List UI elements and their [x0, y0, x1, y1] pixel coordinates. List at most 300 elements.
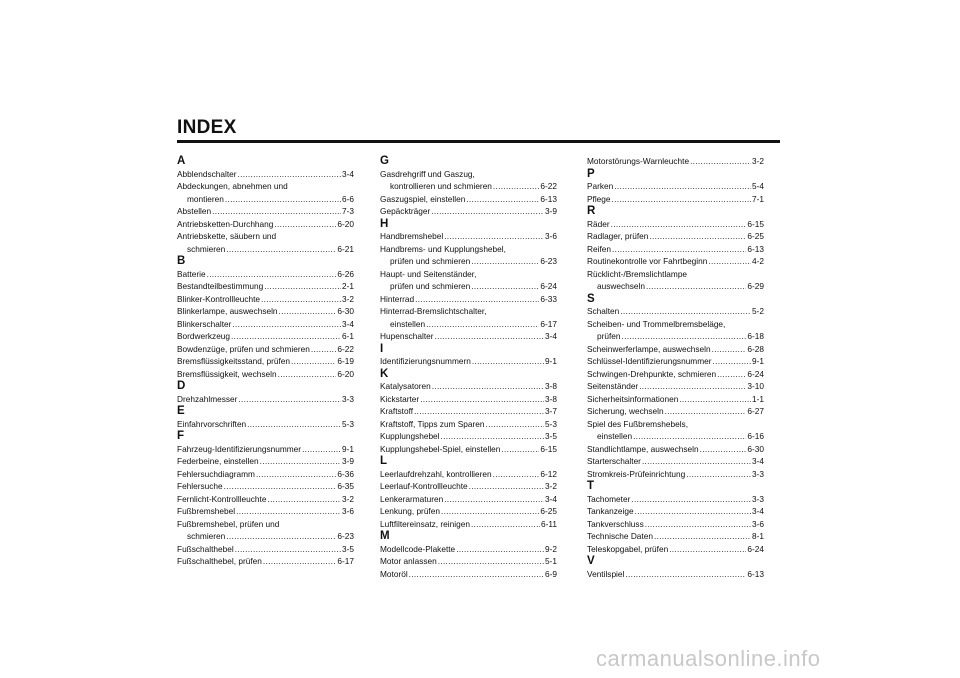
- dot-leader: [267, 493, 341, 506]
- entry-page-number: 6-26: [337, 268, 354, 279]
- entry-page-number: 6-29: [747, 281, 764, 291]
- entry-text: Fußschalthebel: [177, 543, 234, 554]
- section-letter: D: [177, 380, 186, 392]
- entry-page-number: 6-15: [540, 443, 557, 454]
- index-entry: [177, 455, 354, 468]
- entry-page-number: 6-17: [337, 556, 354, 566]
- dot-leader: [639, 380, 746, 393]
- index-entry: [380, 493, 557, 506]
- entry-line: [177, 543, 354, 556]
- entry-line: [587, 468, 764, 481]
- entry-line: [177, 355, 354, 368]
- index-entry: [587, 355, 764, 368]
- entry-text: Kickstarter: [380, 393, 420, 404]
- entry-line: [587, 230, 764, 243]
- entry-text: Schalten: [587, 306, 620, 316]
- entry-text: Rücklicht-/Bremslichtlampe: [587, 268, 688, 279]
- index-entry: [177, 343, 354, 356]
- entry-page-number: 6-12: [540, 468, 557, 479]
- index-entry: [380, 293, 557, 306]
- index-entry: [177, 443, 354, 456]
- dot-leader: [226, 243, 336, 256]
- dot-leader: [635, 505, 751, 518]
- entry-text: Haupt- und Seitenständer,: [380, 268, 477, 279]
- entry-text: Fehlersuchdiagramm: [177, 468, 255, 479]
- dot-leader: [231, 330, 341, 343]
- index-entry: [587, 543, 764, 556]
- entry-line: [177, 230, 354, 243]
- entry-text: Technische Daten: [587, 531, 653, 541]
- entry-line: [587, 493, 764, 506]
- index-entry: [177, 180, 354, 205]
- entry-line: [380, 380, 557, 393]
- entry-line: [177, 168, 354, 181]
- entry-text: Scheinwerferlampe, auswechseln: [587, 343, 711, 354]
- index-entry: [380, 305, 557, 330]
- entry-page-number: 9-1: [342, 443, 354, 454]
- index-column-1: [177, 155, 354, 568]
- dot-leader: [256, 468, 336, 481]
- index-entry: [380, 193, 557, 206]
- entry-page-number: 6-24: [540, 281, 557, 291]
- entry-page-number: 8-1: [752, 531, 764, 541]
- entry-page-number: 6-23: [540, 256, 557, 266]
- entry-text: Tachometer: [587, 493, 631, 504]
- index-entry: [587, 368, 764, 381]
- entry-text: Leerlaufdrehzahl, kontrollieren: [380, 468, 492, 479]
- index-entry: [587, 380, 764, 393]
- entry-text: Hinterrad: [380, 293, 415, 304]
- index-entry: [380, 168, 557, 193]
- index-entry: [380, 268, 557, 293]
- entry-text: Kupplungshebel: [380, 431, 440, 441]
- entry-line: [380, 268, 557, 281]
- index-entry: [177, 493, 354, 506]
- entry-page-number: 4-2: [752, 256, 764, 266]
- entry-line: [380, 468, 557, 481]
- entry-page-number: 3-5: [342, 543, 354, 554]
- entry-text: Antriebskette, säubern und: [177, 231, 277, 241]
- entry-line: [380, 230, 557, 243]
- entry-text: Schlüssel-Identifizierungsnummer: [587, 356, 712, 366]
- entry-text: Abstellen: [177, 206, 212, 216]
- entry-text: Tankanzeige: [587, 506, 634, 516]
- entry-line: [177, 343, 354, 356]
- index-entry: [177, 393, 354, 406]
- entry-line: [587, 505, 764, 518]
- dot-leader: [611, 218, 747, 231]
- entry-line: [177, 330, 354, 343]
- page-title: INDEX: [177, 117, 237, 138]
- dot-leader: [679, 393, 751, 406]
- dot-leader: [471, 255, 539, 268]
- index-entry: [380, 205, 557, 218]
- index-entry: [587, 468, 764, 481]
- index-column-3: [587, 155, 764, 580]
- entry-text: Hupenschalter: [380, 331, 434, 341]
- index-entry: [177, 505, 354, 518]
- entry-line: [587, 355, 764, 368]
- entry-text: Blinker-Kontrollleuchte: [177, 293, 261, 304]
- entry-text: Identifizierungsnummern: [380, 356, 471, 366]
- entry-text: Bestandteilbestimmung: [177, 281, 264, 291]
- dot-leader: [665, 405, 747, 418]
- dot-leader: [690, 155, 751, 168]
- index-entry: [177, 305, 354, 318]
- entry-line: [380, 293, 557, 306]
- entry-text: Hinterrad-Bremslichtschalter,: [380, 306, 487, 316]
- entry-page-number: 6-11: [541, 518, 557, 529]
- dot-leader: [235, 543, 341, 556]
- entry-page-number: 3-10: [747, 381, 764, 391]
- entry-page-number: 6-23: [337, 531, 354, 541]
- index-entry: [380, 430, 557, 443]
- section-letter: M: [380, 530, 390, 542]
- index-entry: [177, 168, 354, 181]
- entry-page-number: 5-2: [752, 306, 764, 316]
- entry-line: [587, 443, 764, 456]
- entry-line: [380, 330, 557, 343]
- entry-page-number: 6-30: [747, 443, 764, 454]
- dot-leader: [238, 393, 341, 406]
- dot-leader: [264, 280, 341, 293]
- section-letter: V: [587, 555, 595, 567]
- index-entry: [380, 405, 557, 418]
- index-entry: [380, 330, 557, 343]
- entry-line: [177, 493, 354, 506]
- entry-page-number: 6-13: [540, 193, 557, 204]
- dot-leader: [435, 330, 544, 343]
- index-entry: [587, 568, 764, 581]
- dot-leader: [438, 555, 544, 568]
- entry-page-number: 3-8: [545, 393, 557, 404]
- entry-page-number: 3-2: [342, 493, 354, 504]
- dot-leader: [713, 355, 751, 368]
- entry-line: [177, 518, 354, 531]
- entry-page-number: 2-1: [342, 281, 354, 291]
- index-entry: [587, 180, 764, 193]
- entry-page-number: 6-28: [747, 343, 764, 354]
- dot-leader: [493, 468, 540, 481]
- entry-line: [587, 243, 764, 256]
- entry-text: Kupplungshebel-Spiel, einstellen: [380, 443, 501, 454]
- dot-leader: [207, 268, 337, 281]
- entry-page-number: 5-1: [545, 556, 557, 566]
- dot-leader: [232, 318, 341, 331]
- index-entry: [177, 230, 354, 255]
- index-entry: [380, 443, 557, 456]
- entry-text: Radlager, prüfen: [587, 231, 649, 241]
- entry-line: [587, 280, 764, 293]
- entry-line: [380, 243, 557, 256]
- dot-leader: [212, 205, 341, 218]
- entry-page-number: 6-17: [540, 318, 557, 329]
- entry-line: [587, 455, 764, 468]
- entry-line: [587, 193, 764, 206]
- entry-line: [587, 368, 764, 381]
- entry-page-number: 6-33: [540, 293, 557, 304]
- index-entry: [177, 218, 354, 231]
- entry-text: Gasdrehgriff und Gaszug,: [380, 168, 475, 179]
- index-entry: [177, 543, 354, 556]
- dot-leader: [456, 543, 544, 556]
- dot-leader: [471, 518, 540, 531]
- dot-leader: [441, 505, 539, 518]
- dot-leader: [708, 255, 751, 268]
- dot-leader: [291, 355, 336, 368]
- entry-text: Einfahrvorschriften: [177, 418, 247, 429]
- index-entry: [177, 480, 354, 493]
- dot-leader: [238, 168, 341, 181]
- section-letter: K: [380, 367, 389, 380]
- entry-text: Standlichtlampe, auswechseln: [587, 443, 699, 454]
- dot-leader: [493, 180, 539, 193]
- entry-text: Räder: [587, 218, 610, 229]
- entry-line: [380, 393, 557, 406]
- index-entry: [380, 355, 557, 368]
- entry-text: Routinekontrolle vor Fahrtbeginn: [587, 256, 708, 266]
- entry-page-number: 5-3: [545, 418, 557, 429]
- entry-text: Bowdenzüge, prüfen und schmieren: [177, 343, 310, 354]
- entry-page-number: 6-19: [337, 356, 354, 366]
- dot-leader: [486, 418, 544, 431]
- index-entry: [587, 193, 764, 206]
- entry-page-number: 6-18: [747, 331, 764, 341]
- entry-line: [587, 180, 764, 193]
- watermark: carmanualsonline.info: [596, 646, 821, 671]
- section-letter: G: [380, 155, 389, 167]
- entry-page-number: 6-22: [337, 343, 354, 354]
- index-entry: [587, 418, 764, 443]
- entry-line: [587, 380, 764, 393]
- entry-page-number: 6-20: [337, 218, 354, 229]
- entry-text: Batterie: [177, 268, 206, 279]
- entry-text: montieren: [187, 193, 224, 204]
- entry-page-number: 3-5: [545, 431, 557, 441]
- dot-leader: [226, 530, 336, 543]
- entry-line: [587, 305, 764, 318]
- entry-line: [177, 280, 354, 293]
- entry-line: [380, 255, 557, 268]
- dot-leader: [631, 493, 751, 506]
- entry-text: Federbeine, einstellen: [177, 456, 259, 466]
- index-entry: [587, 455, 764, 468]
- index-entry: [177, 355, 354, 368]
- index-entry: [587, 405, 764, 418]
- entry-text: Lenkerarmaturen: [380, 493, 444, 504]
- entry-page-number: 9-1: [752, 356, 764, 366]
- entry-text: Abdeckungen, abnehmen und: [177, 181, 288, 191]
- entry-line: [587, 343, 764, 356]
- entry-text: Drehzahlmesser: [177, 393, 238, 404]
- index-entry: [587, 305, 764, 318]
- entry-line: [380, 318, 557, 331]
- dot-leader: [302, 443, 341, 456]
- entry-page-number: 3-4: [752, 506, 764, 516]
- index-entry: [380, 518, 557, 531]
- entry-page-number: 3-4: [342, 318, 354, 329]
- entry-line: [380, 168, 557, 181]
- entry-line: [380, 305, 557, 318]
- entry-line: [177, 505, 354, 518]
- entry-text: Modellcode-Plakette: [380, 543, 456, 554]
- dot-leader: [472, 355, 544, 368]
- dot-leader: [224, 480, 337, 493]
- section-letter: E: [177, 405, 185, 417]
- entry-text: Fehlersuche: [177, 481, 223, 491]
- entry-page-number: 3-2: [342, 293, 354, 304]
- entry-page-number: 3-4: [752, 456, 764, 466]
- dot-leader: [717, 368, 746, 381]
- entry-line: [587, 430, 764, 443]
- index-entry: [587, 493, 764, 506]
- entry-text: Fußschalthebel, prüfen: [177, 556, 262, 566]
- entry-page-number: 3-2: [752, 156, 764, 166]
- entry-text: schmieren: [187, 531, 226, 541]
- index-entry: [587, 255, 764, 268]
- entry-page-number: 6-36: [337, 468, 354, 479]
- entry-text: Katalysatoren: [380, 381, 431, 391]
- index-entry: [587, 518, 764, 531]
- index-entry: [177, 468, 354, 481]
- entry-text: Ventilspiel: [587, 568, 625, 579]
- index-entry: [380, 505, 557, 518]
- section-letter: H: [380, 217, 389, 230]
- entry-text: einstellen: [390, 318, 426, 329]
- entry-line: [177, 318, 354, 331]
- entry-line: [177, 393, 354, 406]
- entry-line: [380, 555, 557, 568]
- index-entry: [587, 155, 764, 168]
- index-entry: [380, 230, 557, 243]
- entry-text: Gepäckträger: [380, 206, 431, 216]
- entry-line: [380, 355, 557, 368]
- section-letter: I: [380, 342, 384, 355]
- index-entry: [380, 418, 557, 431]
- entry-text: Sicherheitsinformationen: [587, 393, 679, 404]
- entry-line: [587, 405, 764, 418]
- entry-line: [587, 155, 764, 168]
- index-entry: [177, 418, 354, 431]
- dot-leader: [669, 543, 746, 556]
- dot-leader: [649, 230, 746, 243]
- entry-text: Kraftstoff: [380, 406, 414, 416]
- entry-text: Parken: [587, 181, 614, 191]
- entry-text: Bremsflüssigkeitsstand, prüfen: [177, 356, 290, 366]
- entry-text: Sicherung, wechseln: [587, 406, 664, 416]
- entry-page-number: 3-2: [545, 481, 557, 491]
- entry-text: prüfen und schmieren: [390, 281, 471, 291]
- entry-text: einstellen: [597, 431, 633, 441]
- entry-line: [380, 493, 557, 506]
- dot-leader: [614, 180, 751, 193]
- entry-line: [380, 430, 557, 443]
- index-entry: [587, 318, 764, 343]
- index-entry: [587, 393, 764, 406]
- index-entry: [380, 568, 557, 581]
- dot-leader: [263, 555, 337, 568]
- entry-line: [380, 480, 557, 493]
- dot-leader: [432, 380, 544, 393]
- entry-page-number: 3-6: [342, 506, 354, 516]
- index-entry: [177, 268, 354, 281]
- entry-text: schmieren: [187, 243, 226, 254]
- entry-line: [587, 255, 764, 268]
- dot-leader: [444, 230, 544, 243]
- dot-leader: [444, 493, 544, 506]
- dot-leader: [236, 505, 341, 518]
- entry-line: [380, 505, 557, 518]
- dot-leader: [469, 480, 544, 493]
- dot-leader: [225, 193, 341, 206]
- index-column-2: [380, 155, 557, 580]
- entry-text: Handbrems- und Kupplungshebel,: [380, 243, 506, 254]
- dot-leader: [712, 343, 747, 356]
- entry-line: [587, 568, 764, 581]
- entry-text: Abblendschalter: [177, 168, 237, 179]
- entry-page-number: 3-8: [545, 381, 557, 391]
- entry-page-number: 3-3: [342, 393, 354, 404]
- index-entry: [587, 505, 764, 518]
- dot-leader: [415, 293, 539, 306]
- entry-text: Kraftstoff, Tipps zum Sparen: [380, 418, 485, 429]
- index-entry: [177, 318, 354, 331]
- entry-page-number: 3-3: [752, 493, 764, 504]
- section-letter: S: [587, 292, 595, 305]
- section-letter: T: [587, 480, 595, 492]
- entry-page-number: 3-4: [342, 168, 354, 179]
- entry-line: [380, 180, 557, 193]
- index-entry: [177, 330, 354, 343]
- entry-page-number: 6-9: [545, 568, 557, 579]
- index-entry: [177, 205, 354, 218]
- entry-text: Handbremshebel: [380, 231, 444, 241]
- entry-page-number: 3-7: [545, 406, 557, 416]
- entry-line: [380, 280, 557, 293]
- dot-leader: [620, 305, 751, 318]
- entry-text: Reifen: [587, 243, 611, 254]
- entry-line: [177, 243, 354, 256]
- index-entry: [380, 380, 557, 393]
- entry-text: Luftfiltereinsatz, reinigen: [380, 518, 470, 529]
- entry-text: Motor anlassen: [380, 556, 437, 566]
- entry-line: [177, 193, 354, 206]
- dot-leader: [466, 193, 539, 206]
- entry-line: [177, 455, 354, 468]
- entry-line: [177, 468, 354, 481]
- entry-line: [587, 318, 764, 331]
- entry-text: Motoröl: [380, 568, 408, 579]
- entry-text: Stromkreis-Prüfeinrichtung: [587, 468, 686, 479]
- entry-page-number: 6-24: [747, 368, 764, 379]
- entry-text: auswechseln: [597, 281, 645, 291]
- index-entry: [380, 243, 557, 268]
- dot-leader: [646, 280, 746, 293]
- section-letter: F: [177, 430, 185, 442]
- dot-leader: [279, 305, 337, 318]
- dot-leader: [645, 518, 751, 531]
- entry-page-number: 6-13: [747, 243, 764, 254]
- index-entry: [380, 468, 557, 481]
- entry-line: [177, 555, 354, 568]
- index-entry: [380, 543, 557, 556]
- dot-leader: [654, 530, 751, 543]
- entry-text: prüfen: [597, 331, 621, 341]
- entry-text: Bordwerkzeug: [177, 331, 231, 341]
- entry-page-number: 5-4: [752, 181, 764, 191]
- entry-page-number: 6-13: [747, 568, 764, 579]
- section-letter: A: [177, 155, 186, 167]
